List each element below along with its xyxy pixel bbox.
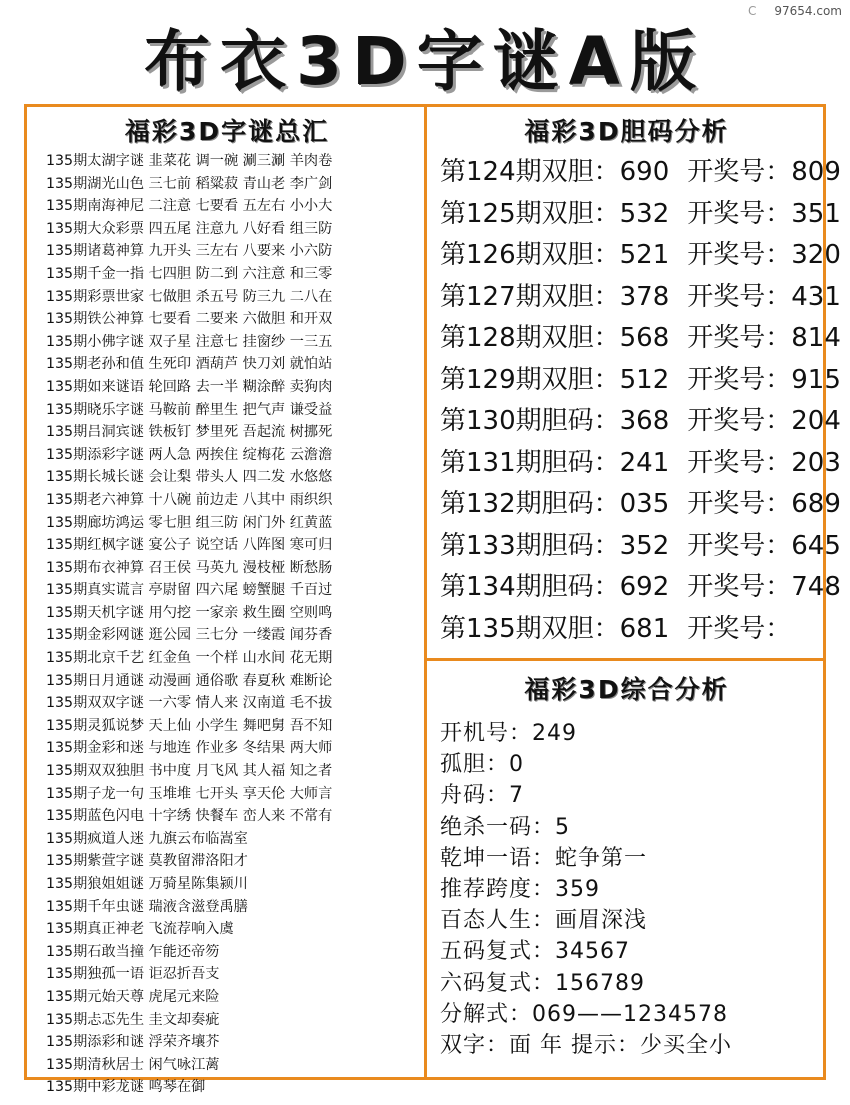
riddle-row: 135期南海神尼 二注意 七要看 五左右 小小大 bbox=[46, 198, 333, 215]
riddle-row: 135期元始天尊 虎尾元来险 bbox=[46, 988, 220, 1005]
riddle-row: 135期小佛字谜 双子星 注意七 挂窗纱 一三五 bbox=[46, 333, 333, 350]
riddle-row: 135期蓝色闪电 十字绣 快餐车 峦人来 不常有 bbox=[46, 808, 333, 825]
open-number: 开奖号：645 bbox=[687, 530, 841, 561]
dan-label: 第125期双胆：532 bbox=[440, 198, 670, 229]
open-number: 开奖号：351 bbox=[687, 198, 841, 229]
riddle-row: 135期忐忑先生 圭文却奏疵 bbox=[46, 1011, 220, 1028]
dan-row bbox=[440, 194, 841, 236]
dan-row bbox=[440, 360, 841, 402]
open-number: 开奖号：915 bbox=[687, 364, 841, 395]
column-divider bbox=[424, 104, 427, 1080]
riddle-row: 135期红枫字谜 宴公子 说空话 八阵图 寒可归 bbox=[46, 537, 333, 554]
dan-row bbox=[440, 526, 841, 568]
dan-label: 第129期双胆：512 bbox=[440, 364, 670, 395]
dan-label: 第132期胆码：035 bbox=[440, 489, 670, 519]
riddle-row: 135期真实谎言 亭尉留 四六尾 螃蟹腿 千百过 bbox=[46, 582, 333, 599]
riddle-row: 135期真正神老 飞流荐响入虞 bbox=[46, 921, 234, 938]
riddle-row: 135期狼姐姐谜 万骑星陈集颍川 bbox=[46, 876, 248, 892]
dan-section-title: 福彩3D胆码分析 bbox=[524, 117, 729, 146]
analysis-section-title: 福彩3D综合分析 bbox=[524, 675, 729, 704]
riddle-row: 135期晓乐字谜 马鞍前 醉里生 把气声 谦受益 bbox=[46, 401, 333, 418]
dan-list bbox=[440, 152, 841, 650]
dan-label: 第126期双胆：521 bbox=[440, 240, 670, 270]
riddle-row: 135期千金一指 七四胆 防二到 六注意 和三零 bbox=[46, 265, 333, 282]
dan-label: 第134期胆码：692 bbox=[440, 572, 670, 602]
riddle-row: 135期紫萱字谜 莫教留滞洛阳才 bbox=[46, 853, 248, 870]
riddle-row: 135期双双字谜 一六零 情人来 汉南道 毛不拔 bbox=[46, 695, 333, 712]
riddle-row: 135期日月通谜 动漫画 通俗歌 春夏秋 难断论 bbox=[46, 672, 333, 689]
dan-label: 第124期双胆：690 bbox=[440, 157, 670, 187]
riddle-row: 135期诸葛神算 九开头 三左右 八要来 小六防 bbox=[46, 243, 333, 260]
open-number: 开奖号：689 bbox=[687, 489, 841, 519]
dan-label: 第127期双胆：378 bbox=[440, 281, 670, 312]
analysis-item: 开机号：249 bbox=[440, 721, 577, 746]
page-title: 布衣3D字谜A版 bbox=[144, 23, 706, 100]
open-number: 开奖号：814 bbox=[687, 323, 841, 353]
riddle-row: 135期清秋居士 闲气咏江蓠 bbox=[46, 1056, 220, 1073]
dan-label: 第135期双胆：681 bbox=[440, 613, 670, 644]
open-number: 开奖号：204 bbox=[687, 406, 841, 436]
riddle-row: 135期添彩字谜 两人急 两挨住 绽梅花 云澹澹 bbox=[46, 446, 333, 463]
riddle-row: 135期灵狐说梦 天上仙 小学生 舞吧舅 吾不知 bbox=[46, 717, 333, 734]
open-number: 开奖号： bbox=[687, 613, 792, 644]
dan-row bbox=[440, 401, 841, 443]
riddle-row: 135期疯道人迷 九旗云布临嵩室 bbox=[46, 830, 248, 847]
dan-label: 第130期胆码：368 bbox=[440, 406, 670, 436]
riddle-row: 135期长城长谜 会让梨 带头人 四二发 水悠悠 bbox=[46, 469, 333, 486]
analysis-item: 绝杀一码：5 bbox=[440, 814, 570, 840]
analysis-item: 六码复式：156789 bbox=[440, 970, 645, 996]
open-number: 开奖号：203 bbox=[687, 447, 841, 478]
riddle-row: 135期中彩龙谜 鸣琴在御 bbox=[46, 1079, 206, 1096]
riddle-row: 135期如来谜语 轮回路 去一半 糊涂醉 卖狗肉 bbox=[46, 378, 333, 395]
dan-row bbox=[440, 609, 824, 651]
riddle-row: 135期太湖字谜 韭菜花 调一碗 涮三涮 羊肉卷 bbox=[46, 153, 333, 169]
riddle-row: 135期子龙一句 玉堆堆 七开头 享天伦 大师言 bbox=[46, 785, 333, 802]
dan-row bbox=[440, 318, 841, 360]
analysis-item: 百态人生：画眉深浅 bbox=[440, 908, 648, 934]
dan-label: 第128期双胆：568 bbox=[440, 323, 670, 353]
riddle-row: 135期千年虫谜 瑞液含滋登禹膳 bbox=[46, 898, 248, 915]
dan-row bbox=[440, 277, 841, 319]
analysis-item: 分解式：069——1234578 bbox=[440, 1001, 728, 1027]
riddle-section-title: 福彩3D字谜总汇 bbox=[124, 117, 330, 146]
site-watermark bbox=[748, 4, 842, 18]
dan-label: 第131期胆码：241 bbox=[440, 447, 670, 478]
riddle-row: 135期金彩和迷 与地连 作业多 冬结果 两大师 bbox=[46, 740, 333, 757]
riddle-row: 135期湖光山色 三七前 稻粱菽 青山老 李广剑 bbox=[46, 175, 333, 192]
dan-row bbox=[440, 235, 841, 277]
riddle-row: 135期老孙和值 生死印 酒葫芦 快刀刘 就怕站 bbox=[46, 356, 333, 373]
open-number: 开奖号：320 bbox=[687, 240, 841, 270]
analysis-item: 舟码：7 bbox=[440, 783, 524, 809]
riddle-row: 135期廊坊鸿运 零七胆 组三防 闲门外 红黄蓝 bbox=[46, 514, 333, 531]
riddle-row: 135期石敢当撞 乍能还帝笏 bbox=[46, 943, 220, 960]
analysis-list bbox=[440, 718, 824, 1061]
analysis-item: 五码复式：34567 bbox=[440, 939, 630, 965]
riddle-row: 135期北京千艺 红金鱼 一个样 山水间 花无期 bbox=[46, 650, 333, 667]
open-number: 开奖号：809 bbox=[687, 157, 841, 187]
dan-row bbox=[440, 567, 841, 609]
riddle-row: 135期彩票世家 七做胆 杀五号 防三九 二八在 bbox=[46, 288, 333, 305]
dan-row bbox=[440, 443, 841, 485]
riddle-row: 135期独孤一语 讵忍折吾支 bbox=[46, 966, 220, 983]
analysis-item: 乾坤一语：蛇争第一 bbox=[440, 845, 648, 871]
riddle-row: 135期老六神算 十八碗 前边走 八其中 雨织织 bbox=[46, 491, 333, 508]
analysis-item: 孤胆：0 bbox=[440, 752, 524, 778]
open-number: 开奖号：748 bbox=[687, 572, 841, 602]
riddle-row: 135期大众彩票 四五尾 注意九 八好看 组三防 bbox=[46, 220, 333, 237]
riddle-row: 135期双双独胆 书中度 月飞风 其人福 知之者 bbox=[46, 763, 333, 780]
riddle-row: 135期吕洞宾谜 铁板钉 梦里死 吾起流 树挪死 bbox=[46, 424, 333, 441]
riddle-row: 135期铁公神算 七要看 二要来 六做胆 和开双 bbox=[46, 311, 333, 328]
dan-row bbox=[440, 152, 841, 194]
watermark-site: 97654.com bbox=[774, 4, 842, 18]
section-divider bbox=[424, 658, 826, 661]
analysis-item: 推荐跨度：359 bbox=[440, 876, 600, 902]
dan-row bbox=[440, 484, 841, 526]
riddle-row: 135期添彩和谜 浮荣齐壤芥 bbox=[46, 1034, 220, 1051]
riddle-row: 135期天机字谜 用勺挖 一家亲 救生圈 空则鸣 bbox=[46, 604, 333, 621]
watermark-mark: C bbox=[747, 4, 757, 18]
riddle-row: 135期金彩网谜 逛公园 三七分 一缕霞 闻芬香 bbox=[46, 627, 333, 644]
open-number: 开奖号：431 bbox=[687, 281, 841, 312]
analysis-item: 双字：面 年 提示：少买全小 bbox=[440, 1032, 732, 1058]
riddle-list bbox=[46, 150, 421, 1099]
dan-label: 第133期胆码：352 bbox=[440, 530, 670, 561]
riddle-row: 135期布衣神算 召王侯 马英九 漫枝桠 断愁肠 bbox=[46, 559, 333, 576]
